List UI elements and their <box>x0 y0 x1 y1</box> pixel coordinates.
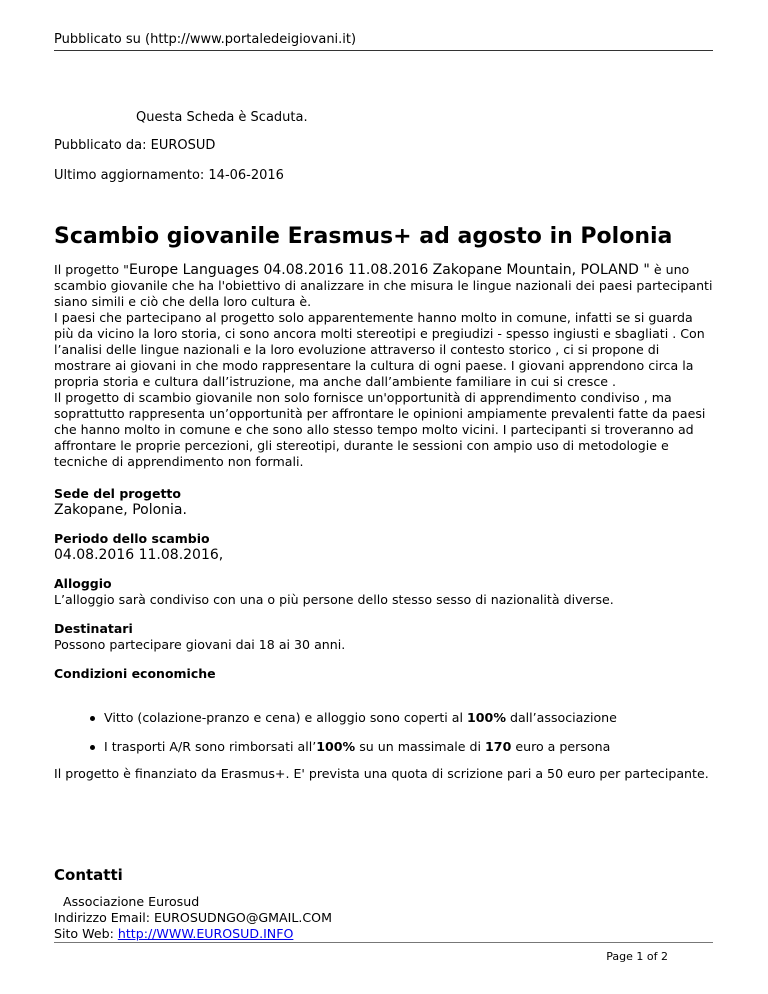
list-item <box>90 710 617 739</box>
page-title: Scambio giovanile Erasmus+ ad agosto in Polonia <box>54 224 673 249</box>
alloggio-label: Alloggio <box>54 576 112 591</box>
alloggio-value: L’alloggio sarà condiviso con una o più persone dello stesso sesso di nazionalità diverse. <box>54 592 614 607</box>
bullet-bold: 100% <box>467 710 506 725</box>
footer-divider <box>54 942 713 943</box>
contacts-title: Contatti <box>54 866 123 884</box>
section-periodo <box>54 531 714 564</box>
page-number: Page 1 of 2 <box>606 950 668 963</box>
last-updated: Ultimo aggiornamento: 14-06-2016 <box>54 168 284 183</box>
destinatari-label: Destinatari <box>54 621 133 636</box>
body-paragraph-3: Il progetto di scambio giovanile non solo fornisce un'opportunità di apprendimento condiviso , ma soprattutto rappresenta un’opportunità per affrontare le opinioni ampiamente prevalenti fatte da paesi che hanno molto in comune e che sono allo stesso tempo molto vicini. I partecipanti si troveranno ad affrontare le proprie percezioni, gli stereotipi, durante le sessioni con ampio uso di metodologie e tecniche di apprendimento non formali. <box>54 390 706 469</box>
bullet-text: su un massimale di <box>355 739 486 754</box>
article-body <box>54 262 714 470</box>
website-link[interactable]: http://WWW.EUROSUD.INFO <box>117 926 294 941</box>
contact-org: Associazione Eurosud <box>63 894 200 909</box>
bullet-text: Vitto (colazione-pranzo e cena) e alloggio sono coperti al <box>104 710 468 725</box>
condizioni-label: Condizioni economiche <box>54 666 216 681</box>
bullet-bold: 100% <box>316 739 356 754</box>
periodo-value: 04.08.2016 11.08.2016, <box>54 547 224 563</box>
bullet-bold: 170 <box>485 739 512 754</box>
funding-note: Il progetto è finanziato da Erasmus+. E' prevista una quota di scrizione pari a 50 euro per partecipante. <box>54 766 709 781</box>
destinatari-value: Possono partecipare giovani dai 18 ai 30 anni. <box>54 637 346 652</box>
header-source: Pubblicato su (http://www.portaledeigiovani.it) <box>54 32 357 47</box>
website-label: Sito Web: <box>54 926 118 941</box>
section-sede <box>54 486 714 519</box>
body-paragraph-2: I paesi che partecipano al progetto solo apparentemente hanno molto in comune, infatti se si guarda più da vicino la loro storia, ci sono ancora molti stereotipi e pregiudizi - spesso ingiusti e sbagliati . Con l’analisi delle lingue nazionali e la loro evoluzione attraverso il contesto storico , ci si propone di mostrare ai giovani in che modo rappresentare la cultura di ogni paese. I giovani apprendono circa la propria storia e cultura dall’istruzione, ma anche dall’ambiente familiare in cui si cresce . <box>54 310 705 389</box>
published-by: Pubblicato da: EUROSUD <box>54 138 216 153</box>
contact-website <box>54 926 332 942</box>
periodo-label: Periodo dello scambio <box>54 531 210 546</box>
header-divider <box>54 50 713 51</box>
expired-notice: Questa Scheda è Scaduta. <box>136 110 308 125</box>
conditions-list <box>90 710 617 768</box>
section-alloggio <box>54 576 714 607</box>
sede-value: Zakopane, Polonia. <box>54 502 187 518</box>
intro-suffix: è uno scambio giovanile che ha l'obiettivo di analizzare in che misura le lingue nazionali dei paesi partecipanti siano simili e ciò che della loro cultura è. <box>54 262 713 309</box>
bullet-text: I trasporti A/R sono rimborsati all’ <box>104 739 317 754</box>
sede-label: Sede del progetto <box>54 486 181 501</box>
section-condizioni <box>54 666 714 682</box>
intro-paragraph <box>54 262 714 310</box>
bullet-text: dall’associazione <box>505 710 617 725</box>
bullet-text: euro a persona <box>511 739 611 754</box>
project-name: Europe Languages 04.08.2016 11.08.2016 Zakopane Mountain, POLAND " <box>128 262 650 278</box>
contacts-block <box>54 894 332 942</box>
contact-email: Indirizzo Email: EUROSUDNGO@GMAIL.COM <box>54 910 332 925</box>
section-destinatari <box>54 621 714 652</box>
list-item <box>90 739 617 768</box>
intro-prefix: Il progetto " <box>54 262 129 277</box>
